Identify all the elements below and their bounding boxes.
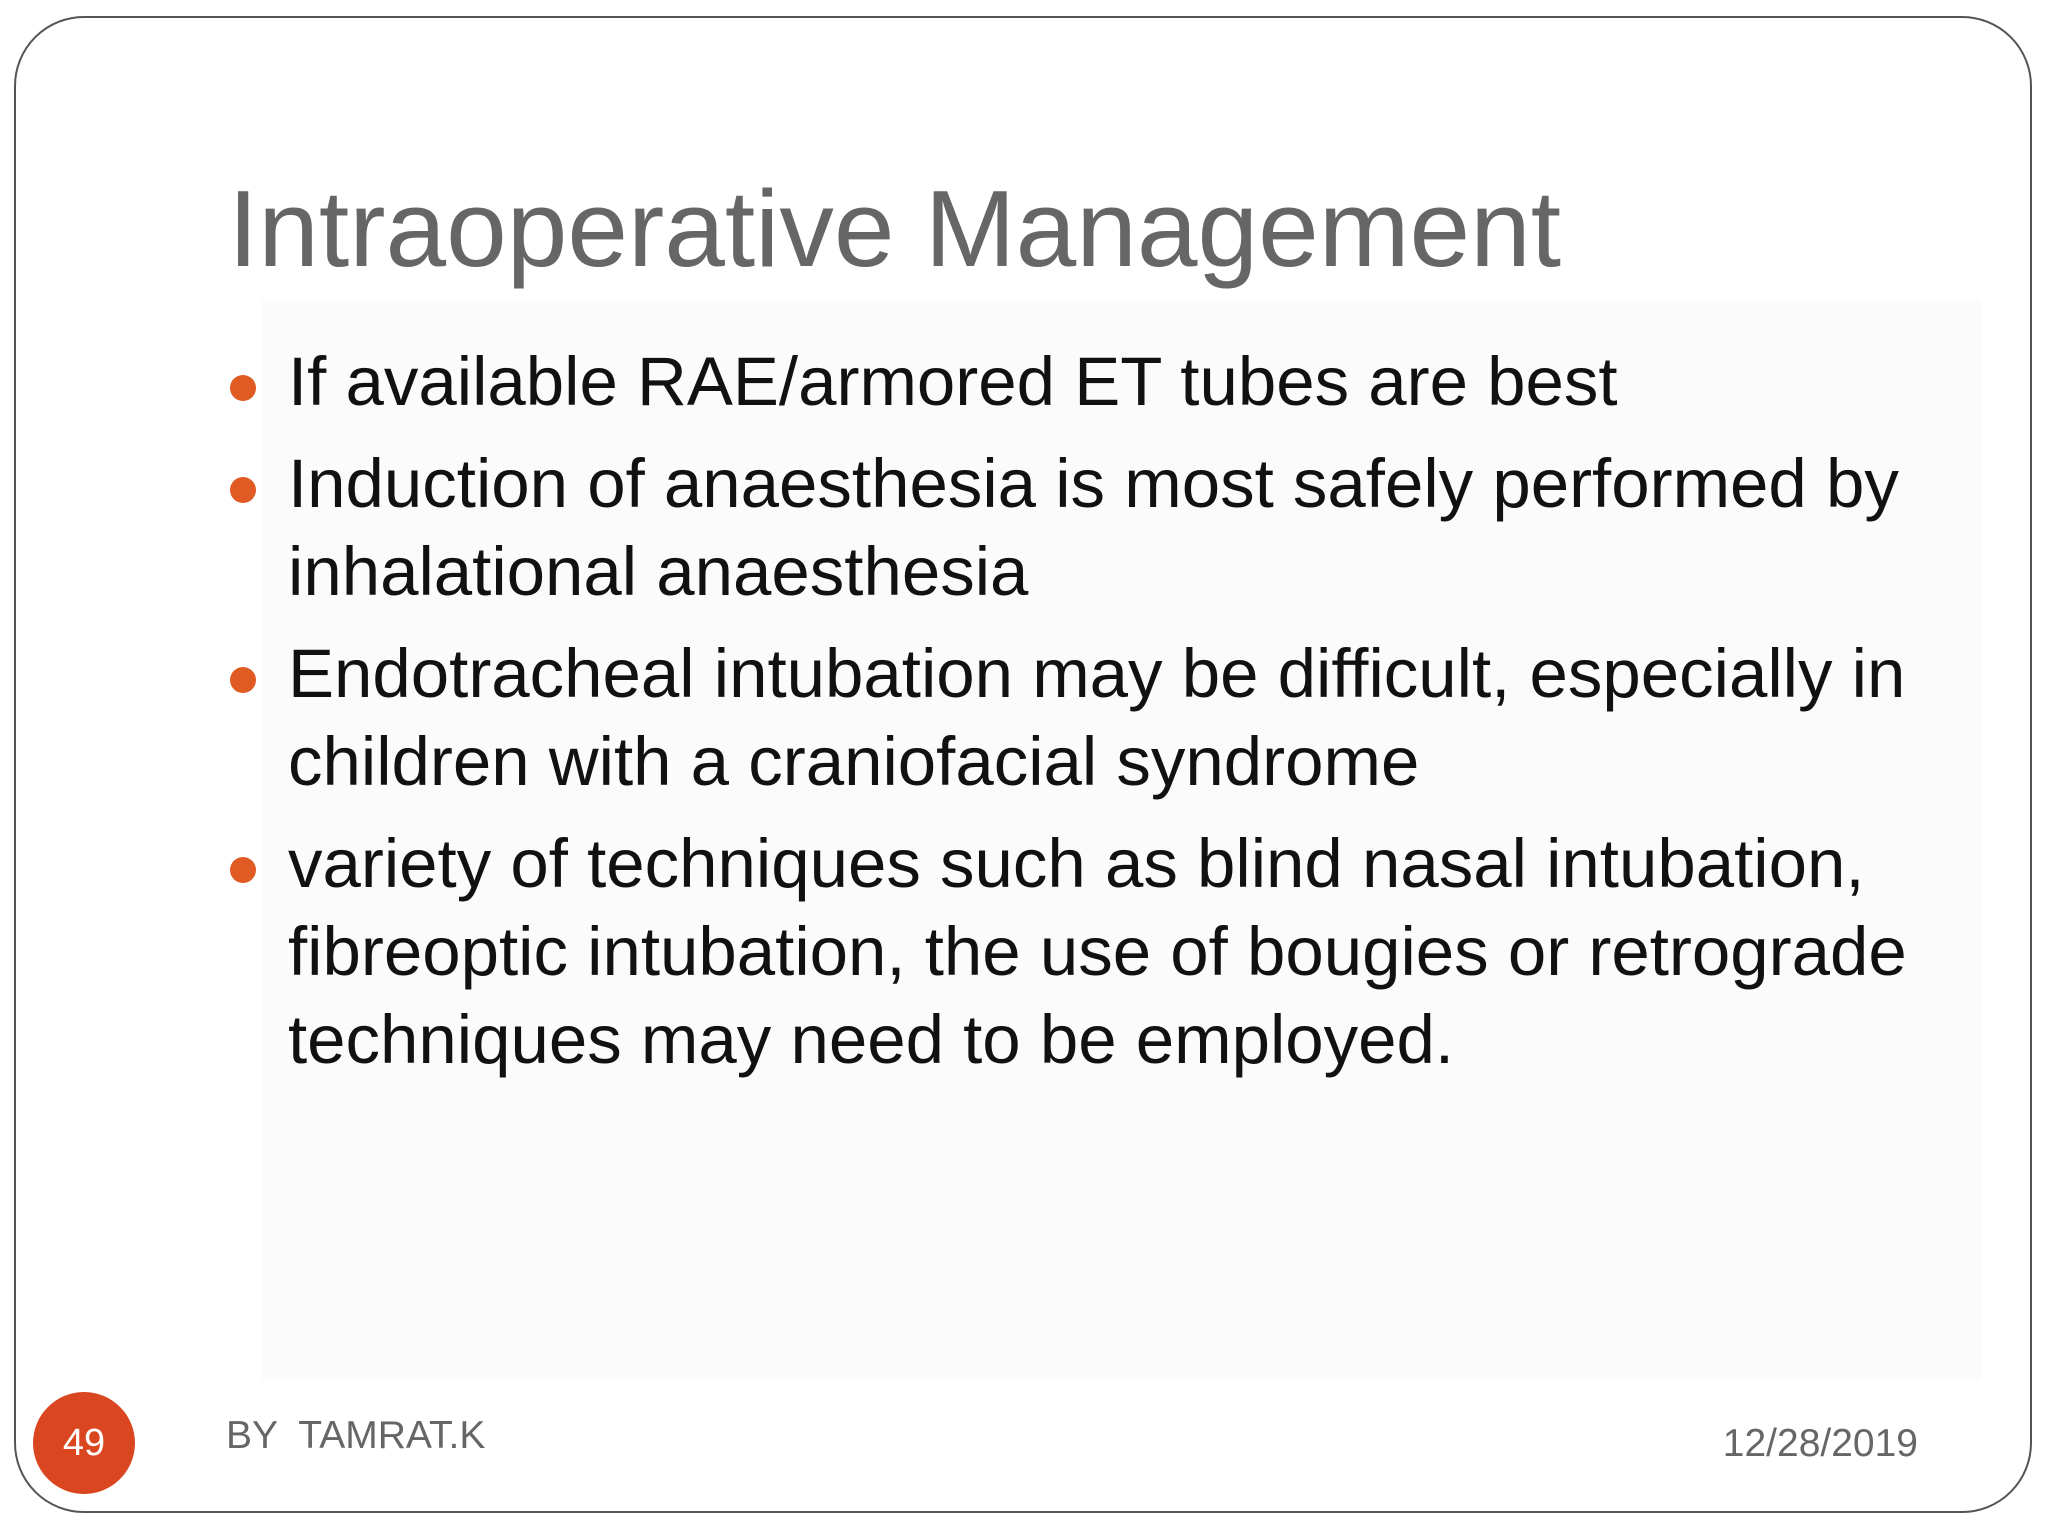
bullet-text: If available RAE/armored ET tubes are best [288,343,1618,420]
page-number-badge [33,1392,135,1494]
bullet-dot-icon [230,857,256,883]
bullet-dot-icon [230,667,256,693]
bullet-text: variety of techniques such as blind nasal intubation, fibreoptic intubation, the use of bougies or retrograde techniques may need to be employed. [288,825,1907,1078]
bullet-list [230,338,1930,1098]
bullet-dot-icon [230,375,256,401]
bullet-text: Endotracheal intubation may be difficult, especially in children with a craniofacial syndrome [288,635,1906,800]
bullet-item [230,440,1930,616]
footer-date: 12/28/2019 [1722,1422,1918,1465]
bullet-dot-icon [230,477,256,503]
page-number-text: 49 [62,1421,106,1464]
slide-title: Intraoperative Management [228,168,1562,290]
bullet-item [230,630,1930,806]
bullet-text: Induction of anaesthesia is most safely performed by inhalational anaesthesia [288,445,1899,610]
footer-author: BY TAMRAT.K [226,1414,486,1457]
bullet-item [230,820,1930,1084]
bullet-item [230,338,1930,426]
